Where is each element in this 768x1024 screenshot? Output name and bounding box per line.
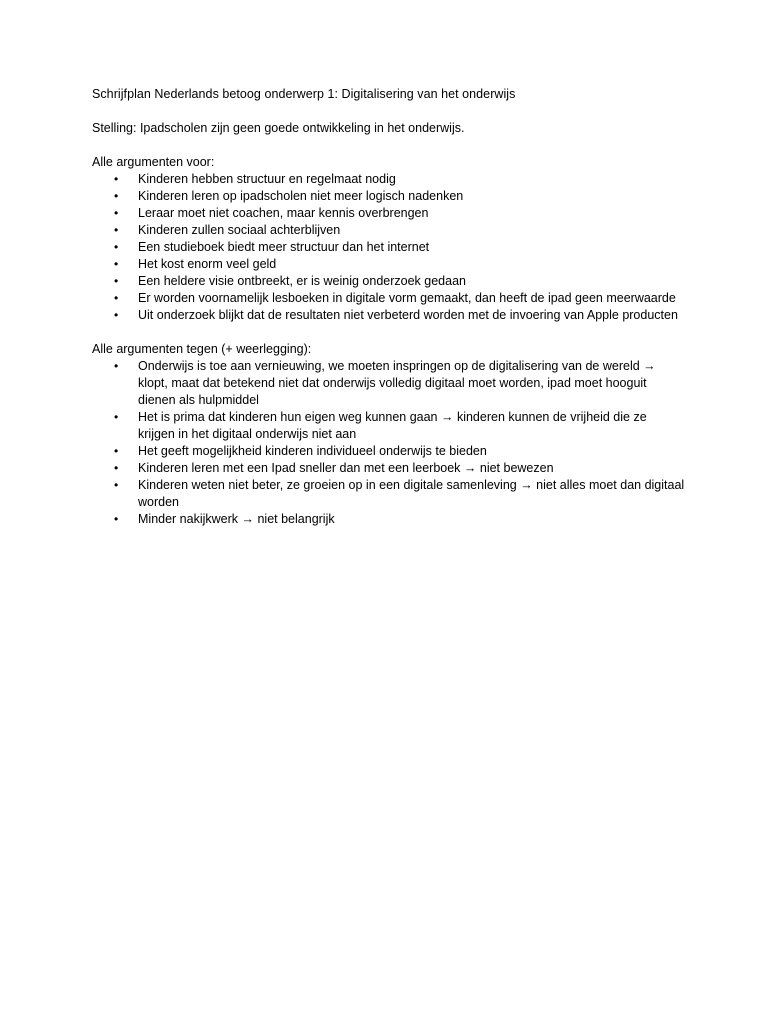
list-item <box>92 256 686 273</box>
statement: Stelling: Ipadscholen zijn geen goede ontwikkeling in het onderwijs. <box>92 121 465 135</box>
list-item <box>92 273 686 290</box>
section-arguments-for <box>92 154 688 324</box>
bullet-icon: • <box>114 223 119 237</box>
bullet-icon: • <box>114 478 119 492</box>
list-item <box>92 460 686 477</box>
list-item-text: Een heldere visie ontbreekt, er is weinig onderzoek gedaan <box>138 274 466 288</box>
list-item-text: Kinderen weten niet beter, ze groeien op in een digitale samenleving → niet alles moet dan digitaal worden <box>138 478 685 509</box>
document-title: Schrijfplan Nederlands betoog onderwerp 1: Digitalisering van het onderwijs <box>92 87 516 101</box>
list-item-text: Kinderen zullen sociaal achterblijven <box>138 223 341 237</box>
list-item <box>92 188 686 205</box>
list-item-text: Het is prima dat kinderen hun eigen weg kunnen gaan → kinderen kunnen de vrijheid die ze krijgen in het digitaal onderwijs niet aan <box>138 410 647 441</box>
bullet-icon: • <box>114 359 119 373</box>
section-heading-for: Alle argumenten voor: <box>92 155 215 169</box>
list-item <box>92 205 686 222</box>
bullet-icon: • <box>114 274 119 288</box>
list-item-text: Onderwijs is toe aan vernieuwing, we moeten inspringen op de digitalisering van de wereld → klopt, maat dat betekend niet dat onderwijs volledig digitaal moet worden, ipad moet hooguit dienen als hulpmiddel <box>138 359 656 407</box>
list-item <box>92 171 686 188</box>
list-item <box>92 222 686 239</box>
bullet-icon: • <box>114 189 119 203</box>
list-item <box>92 443 686 460</box>
bullet-icon: • <box>114 410 119 424</box>
list-item-text: Het geeft mogelijkheid kinderen individueel onderwijs te bieden <box>138 444 487 458</box>
list-item-text: Kinderen leren op ipadscholen niet meer logisch nadenken <box>138 189 464 203</box>
bullet-icon: • <box>114 240 119 254</box>
list-item-text: Uit onderzoek blijkt dat de resultaten niet verbeterd worden met de invoering van Apple producten <box>138 308 678 322</box>
list-item-text: Leraar moet niet coachen, maar kennis overbrengen <box>138 206 429 220</box>
list-item-text: Kinderen hebben structuur en regelmaat nodig <box>138 172 396 186</box>
bullet-icon: • <box>114 257 119 271</box>
section-arguments-against <box>92 341 688 528</box>
bullet-icon: • <box>114 206 119 220</box>
list-item <box>92 307 686 324</box>
bullet-icon: • <box>114 172 119 186</box>
section-heading-against: Alle argumenten tegen (+ weerlegging): <box>92 342 312 356</box>
bullet-icon: • <box>114 444 119 458</box>
list-item-text: Minder nakijkwerk → niet belangrijk <box>138 512 335 526</box>
bullet-icon: • <box>114 308 119 322</box>
list-item <box>92 290 686 307</box>
list-item <box>92 477 686 511</box>
list-item <box>92 239 686 256</box>
bullet-icon: • <box>114 291 119 305</box>
list-item-text: Het kost enorm veel geld <box>138 257 277 271</box>
list-item <box>92 511 686 528</box>
list-item-text: Kinderen leren met een Ipad sneller dan met een leerboek → niet bewezen <box>138 461 554 475</box>
list-item-text: Een studieboek biedt meer structuur dan het internet <box>138 240 430 254</box>
arguments-against-list <box>92 358 688 528</box>
list-item <box>92 409 686 443</box>
bullet-icon: • <box>114 512 119 526</box>
bullet-icon: • <box>114 461 119 475</box>
list-item <box>92 358 686 409</box>
list-item-text: Er worden voornamelijk lesboeken in digitale vorm gemaakt, dan heeft de ipad geen meerwaarde <box>138 291 676 305</box>
arguments-for-list <box>92 171 688 324</box>
